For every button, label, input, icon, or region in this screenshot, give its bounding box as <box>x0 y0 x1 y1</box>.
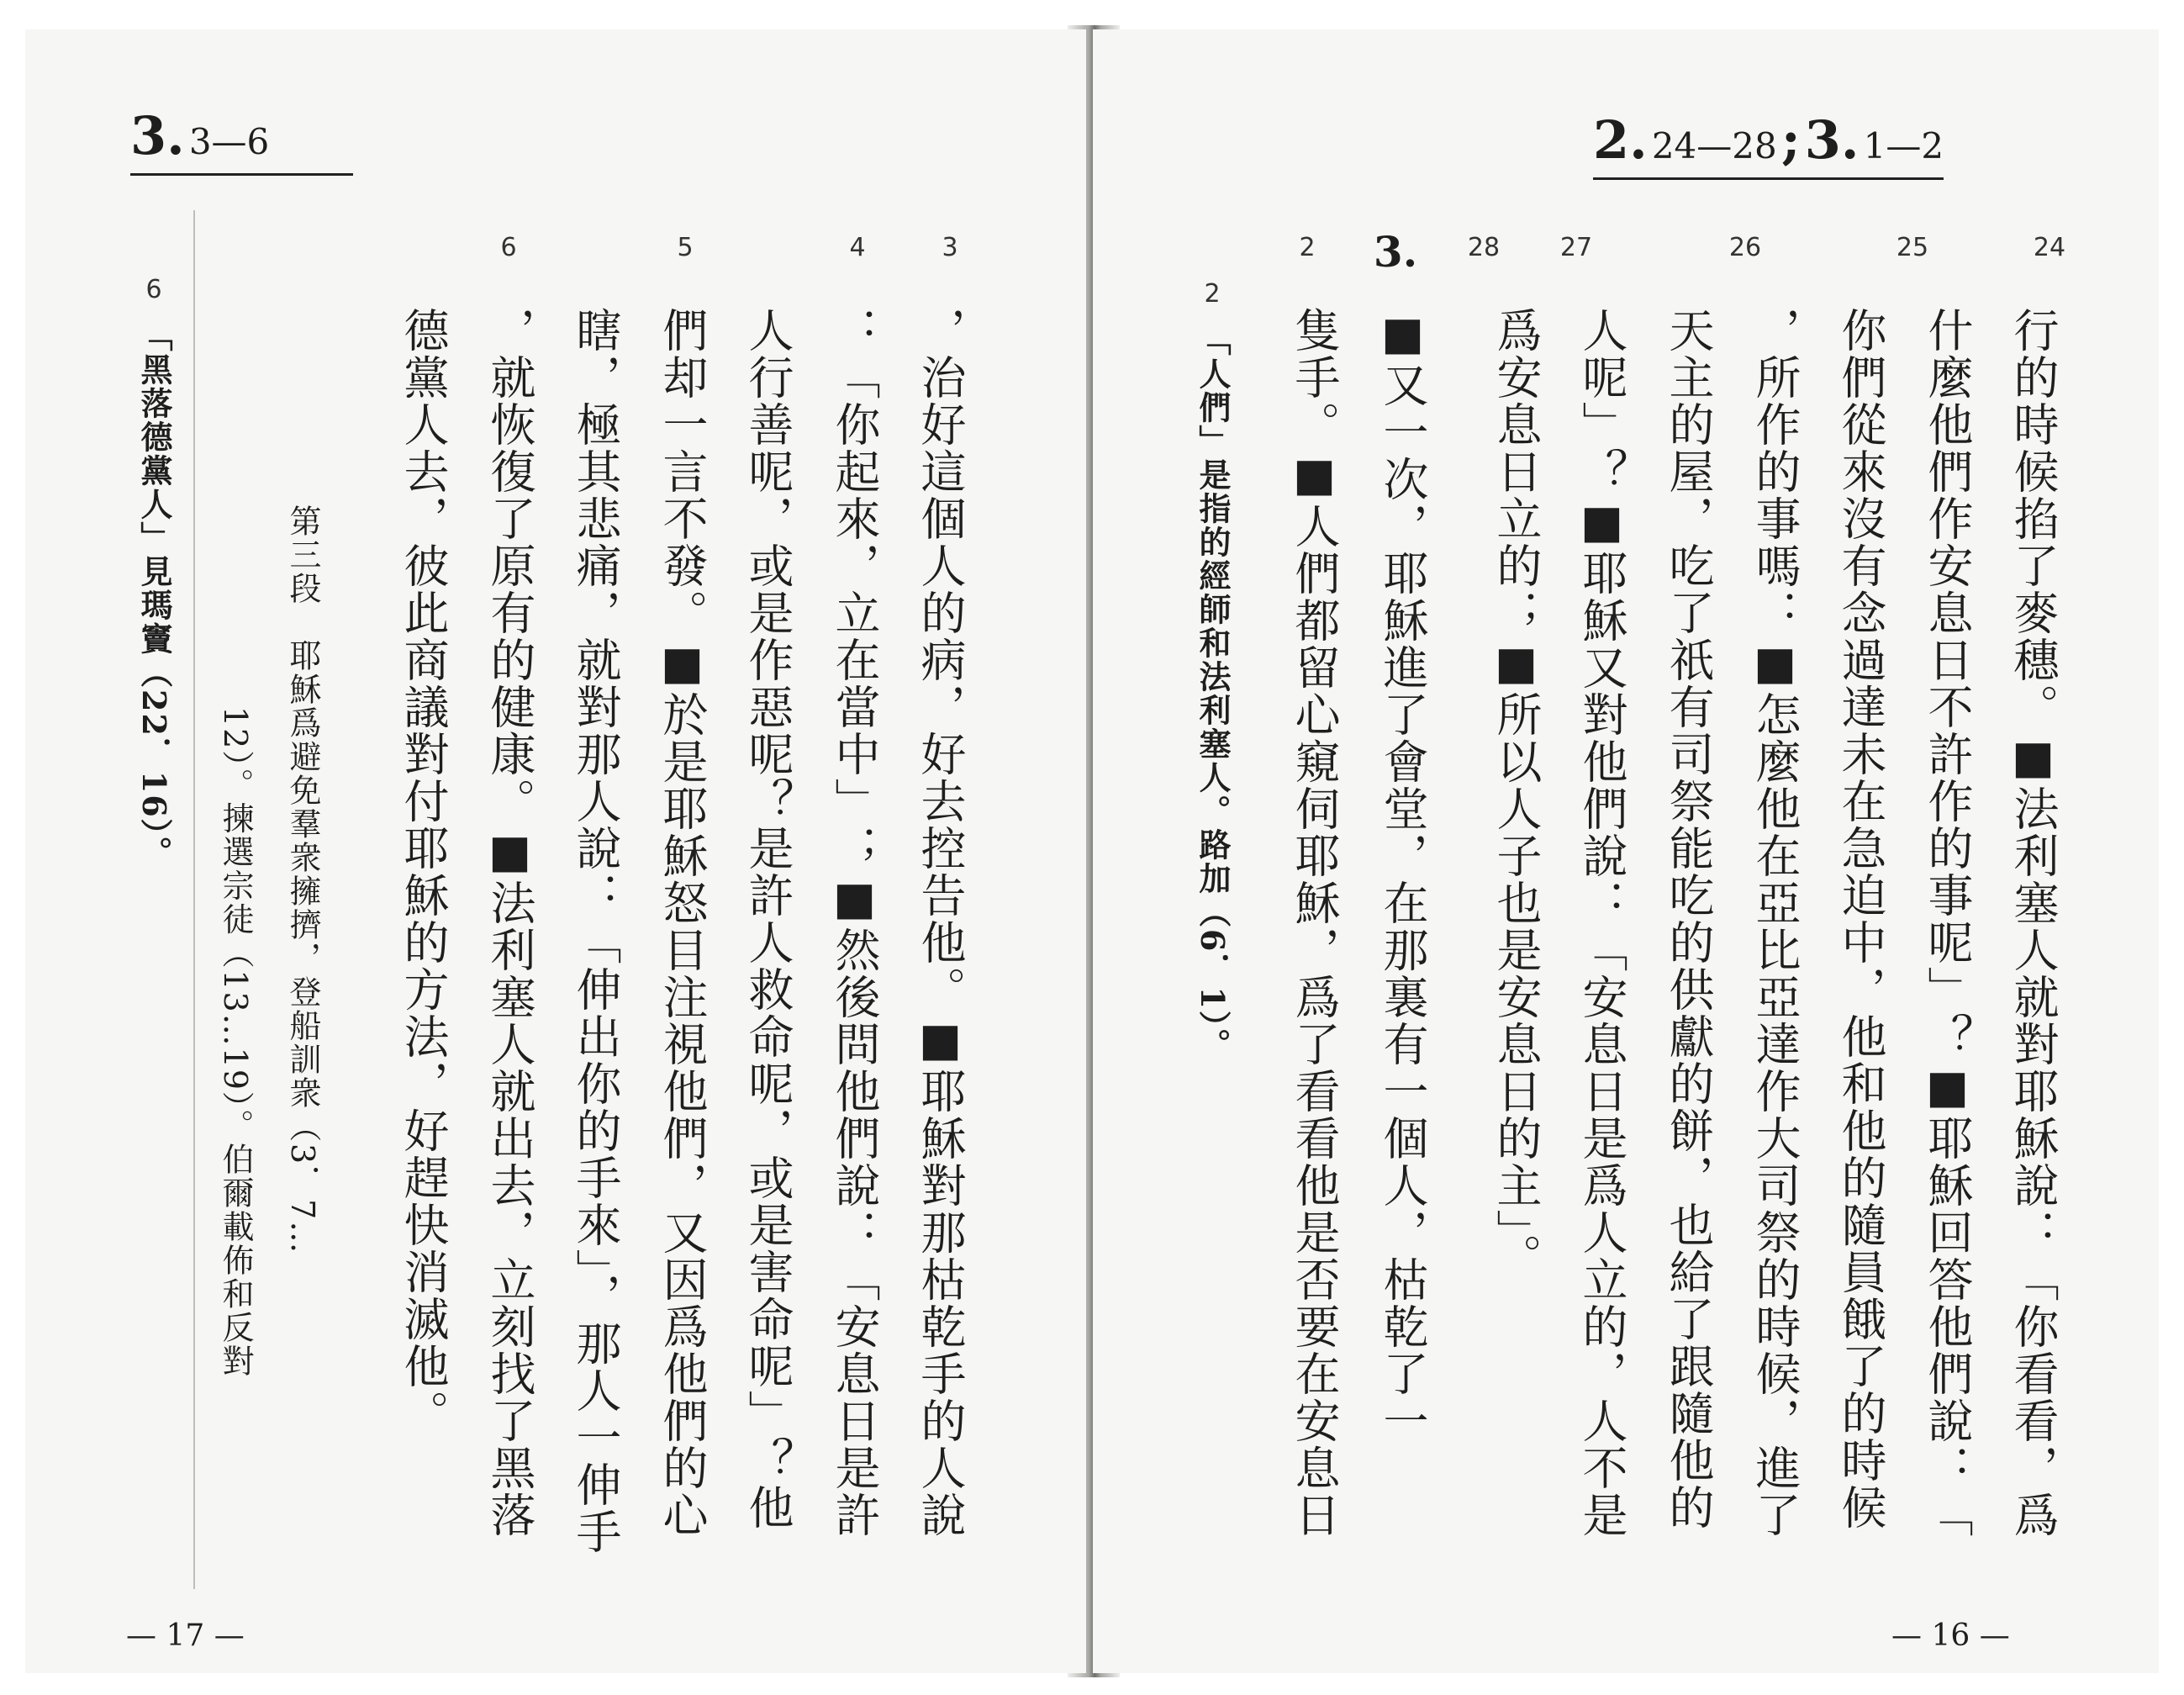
text-column: 什麼他們作安息日不許作的事呢」？■耶穌回答他們說：「 <box>1921 307 1974 1539</box>
text-column: ，治好這個人的病，好去控告他。■耶穌對那枯乾手的人說 <box>914 307 967 1539</box>
verse-number: 26 <box>1728 233 1762 262</box>
text-column: 行的時候掐了麥穗。■法利塞人就對耶穌說：「你看看，爲 <box>2007 307 2060 1539</box>
section-heading-continued: 12）。揀選宗徒（13…19）。伯爾載佈和反對 <box>217 706 254 1379</box>
verse-number: 24 <box>2033 233 2066 262</box>
text-column: 爲安息日立的；■所以人子也是安息日的主」。 <box>1490 307 1543 1280</box>
footnote-number: 6 <box>145 275 162 304</box>
page-number: — 16 — <box>1891 1618 2010 1653</box>
text-column: 們却一言不發。■於是耶穌怒目注視他們，又因爲他們的心 <box>656 307 709 1539</box>
header-chapter-2: 3. <box>1804 109 1860 171</box>
text-column: 隻手。■人們都留心窺伺耶穌，爲了看看他是否要在安息日 <box>1288 307 1341 1539</box>
verse-number: 27 <box>1559 233 1593 262</box>
page-number: — 17 — <box>126 1618 245 1653</box>
footnote: 「黑落德黨人」見瑪竇（22．16）。 <box>135 319 173 870</box>
text-column: ，所作的事嗎：■怎麼他在亞比亞達作大司祭的時候，進了 <box>1749 307 1802 1539</box>
text-column: 天主的屋，吃了祇有司祭能吃的供獻的餅，也給了跟隨他的 <box>1662 307 1715 1531</box>
footnote: 「人們」是指的經師和法利塞人。路加（6．1）。 <box>1194 324 1232 1062</box>
footnote-number: 2 <box>1204 279 1221 309</box>
text-column: ■又一次，耶穌進了會堂，在那裏有一個人，枯乾了一 <box>1376 307 1429 1444</box>
header-verse-range: 3—6 <box>188 121 270 162</box>
right-page-header <box>1593 109 1944 180</box>
verse-number: 25 <box>1896 233 1929 262</box>
text-column: 你們從來沒有念過達未在急迫中，他和他的隨員餓了的時候 <box>1834 307 1887 1531</box>
verse-number: 4 <box>849 233 866 262</box>
text-column: 德黨人去，彼此商議對付耶穌的方法，好趕快消滅他。 <box>397 307 450 1437</box>
header-chapter-prefix: 2. <box>1593 109 1648 171</box>
text-column: 人呢」？■耶穌又對他們說：「安息日是爲人立的，人不是 <box>1575 307 1628 1539</box>
verse-number: 6 <box>500 233 517 262</box>
verse-number: 3 <box>942 233 958 262</box>
header-separator: ; <box>1780 109 1801 171</box>
text-column: ，就恢復了原有的健康。■法利塞人就出去，立刻找了黑落 <box>483 307 536 1539</box>
text-column: 人行善呢，或是作惡呢？是許人救命呢，或是害命呢」？他 <box>741 307 794 1531</box>
header-chapter: 3. <box>130 105 185 166</box>
header-verse-range-2: 1—2 <box>1863 125 1944 166</box>
verse-number: 28 <box>1467 233 1501 262</box>
column-divider <box>193 210 195 1589</box>
section-heading: 第三段 耶穌爲避免羣衆擁擠，登船訓衆（3．7… <box>284 504 321 1255</box>
text-column: 瞎，極其悲痛，就對那人說：「伸出你的手來」，那人一伸手 <box>569 307 622 1555</box>
verse-number: 2 <box>1299 233 1316 262</box>
text-column: ：「你起來，立在當中」；■然後問他們說：「安息日是許 <box>828 307 881 1539</box>
left-page-header <box>130 105 353 176</box>
header-verse-range: 24—28 <box>1651 125 1777 166</box>
verse-number: 5 <box>677 233 694 262</box>
chapter-start-marker: 3. <box>1373 227 1418 277</box>
